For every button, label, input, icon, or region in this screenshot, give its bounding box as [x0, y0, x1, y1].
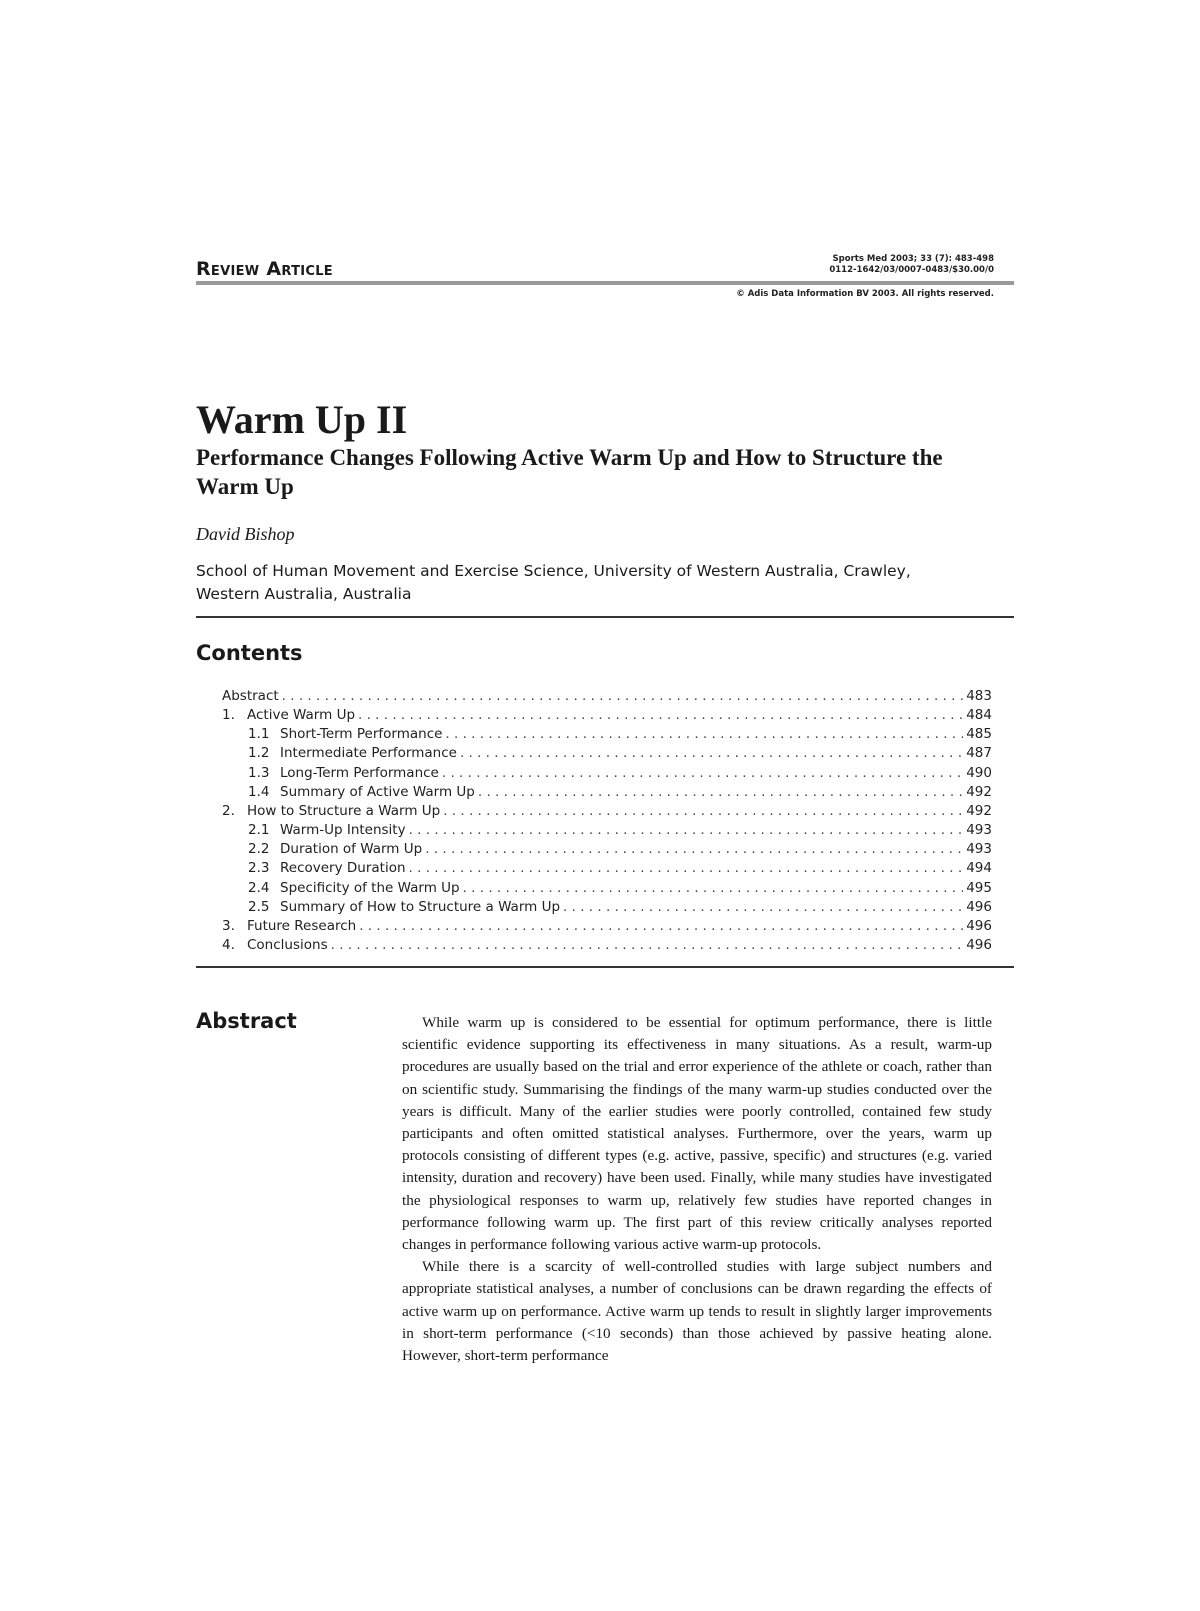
toc-leader-dots — [425, 840, 963, 859]
toc-entry[interactable] — [222, 879, 992, 898]
header-rule — [196, 281, 1014, 285]
toc-entry-label: Specificity of the Warm Up — [280, 879, 460, 896]
toc-entry-label: Summary of Active Warm Up — [280, 783, 475, 800]
toc-entry-number: 2.2 — [248, 841, 270, 858]
toc-entry[interactable] — [222, 783, 992, 802]
toc-entry-page: 485 — [966, 726, 992, 743]
toc-leader-dots — [409, 821, 964, 840]
toc-leader-dots — [358, 706, 963, 725]
toc-leader-dots — [359, 917, 963, 936]
citation-line: 0112-1642/03/0007-0483/$30.00/0 — [829, 265, 994, 275]
toc-entry-number: 2.1 — [248, 822, 270, 839]
toc-entry-label: Summary of How to Structure a Warm Up — [280, 898, 561, 915]
toc-entry-page: 494 — [966, 860, 992, 877]
abstract-body — [402, 1012, 992, 1367]
toc-entry-page: 492 — [966, 802, 992, 819]
toc-entry-number: 4. — [222, 937, 235, 954]
toc-leader-dots — [460, 744, 963, 763]
article-subtitle: Performance Changes Following Active Warm Up and How to Structure the Warm Up — [196, 445, 943, 499]
toc-entry-number: 2.4 — [248, 879, 270, 896]
toc-entry[interactable] — [222, 936, 992, 955]
toc-leader-dots — [563, 898, 963, 917]
abstract-paragraph: While warm up is considered to be essential for optimum performance, there is little scientific evidence supporting its effectiveness in many situations. As a result, warm-up procedures are usually based on the trial and error experience of the athlete or coach, rather than on scientific study. Summarising the findings of the many warm-up studies conducted over the years is difficult. Many of the earlier studies were poorly controlled, contained few study participants and often omitted statistical analyses. Furthermore, over the years, warm up protocols consisting of different types (e.g. active, passive, specific) and structures (e.g. varied intensity, duration and recovery) have been used. Finally, while many studies have investigated the physiological responses to warm up, relatively few studies have reported changes in performance following warm up. The first part of this review critically analyses reported changes in performance following various active warm-up protocols. — [402, 1014, 992, 1254]
toc-entry-number: 2.3 — [248, 860, 270, 877]
toc-entry[interactable] — [222, 764, 992, 783]
toc-entry-number: 1.3 — [248, 764, 270, 781]
divider — [196, 616, 1014, 618]
toc-entry-label: Warm-Up Intensity — [280, 822, 406, 839]
toc-entry-label: Duration of Warm Up — [280, 841, 423, 858]
toc-leader-dots — [443, 802, 963, 821]
toc-entry-label: How to Structure a Warm Up — [247, 802, 441, 819]
author-affiliation: School of Human Movement and Exercise Science, University of Western Australia, Crawley, Western Australia, Australia — [196, 562, 911, 603]
toc-entry[interactable] — [222, 706, 992, 725]
table-of-contents — [222, 687, 992, 955]
toc-entry-number: 3. — [222, 917, 235, 934]
toc-leader-dots — [445, 725, 963, 744]
copyright-notice: © Adis Data Information BV 2003. All rights reserved. — [736, 289, 994, 299]
contents-heading: Contents — [196, 641, 303, 665]
toc-leader-dots — [442, 764, 963, 783]
toc-entry-number: 1. — [222, 707, 235, 724]
toc-entry-label: Long-Term Performance — [280, 764, 439, 781]
toc-entry-label: Active Warm Up — [247, 707, 356, 724]
citation-line: Sports Med 2003; 33 (7): 483-498 — [832, 254, 994, 264]
divider — [196, 966, 1014, 968]
toc-entry[interactable] — [222, 744, 992, 763]
toc-entry[interactable] — [222, 725, 992, 744]
toc-entry-page: 487 — [966, 745, 992, 762]
toc-entry-label: Intermediate Performance — [280, 745, 457, 762]
toc-leader-dots — [409, 859, 964, 878]
toc-entry-number: 2.5 — [248, 898, 270, 915]
author-name: David Bishop — [196, 524, 295, 544]
article-type-label: Review Article — [196, 258, 333, 280]
toc-leader-dots — [463, 879, 964, 898]
toc-leader-dots — [331, 936, 964, 955]
toc-entry-label: Future Research — [247, 917, 357, 934]
toc-entry-page: 496 — [966, 917, 992, 934]
toc-entry-label: Abstract — [222, 688, 279, 704]
toc-entry-page: 483 — [966, 688, 992, 704]
toc-leader-dots — [478, 783, 963, 802]
toc-entry-page: 496 — [966, 898, 992, 915]
toc-entry-page: 496 — [966, 937, 992, 954]
journal-citation — [829, 254, 994, 276]
toc-entry-number: 1.1 — [248, 726, 270, 743]
abstract-heading: Abstract — [196, 1009, 297, 1033]
toc-entry-page: 493 — [966, 822, 992, 839]
toc-entry-number: 1.4 — [248, 783, 270, 800]
toc-entry-page: 493 — [966, 841, 992, 858]
toc-entry-page: 492 — [966, 783, 992, 800]
toc-entry-page: 495 — [966, 879, 992, 896]
toc-entry-page: 490 — [966, 764, 992, 781]
toc-entry-label: Conclusions — [247, 937, 328, 954]
toc-entry-label: Recovery Duration — [280, 860, 406, 877]
toc-entry[interactable] — [222, 802, 992, 821]
toc-entry-page: 484 — [966, 707, 992, 724]
article-title: Warm Up II — [196, 397, 408, 442]
toc-entry-number: 2. — [222, 802, 235, 819]
toc-entry[interactable] — [222, 898, 992, 917]
toc-entry[interactable] — [222, 840, 992, 859]
toc-entry[interactable] — [222, 859, 992, 878]
toc-leader-dots — [282, 687, 964, 706]
toc-entry-number: 1.2 — [248, 745, 270, 762]
toc-entry[interactable] — [222, 821, 992, 840]
abstract-paragraph: While there is a scarcity of well-controlled studies with large subject numbers and appropriate statistical analyses, a number of conclusions can be drawn regarding the effects of active warm up on performance. Active warm up tends to result in slightly larger improvements in short-term performance (<10 seconds) than those achieved by passive heating alone. However, short-term performance — [402, 1258, 992, 1365]
toc-entry-label: Short-Term Performance — [280, 726, 443, 743]
toc-entry[interactable] — [222, 917, 992, 936]
toc-entry[interactable] — [222, 687, 992, 706]
